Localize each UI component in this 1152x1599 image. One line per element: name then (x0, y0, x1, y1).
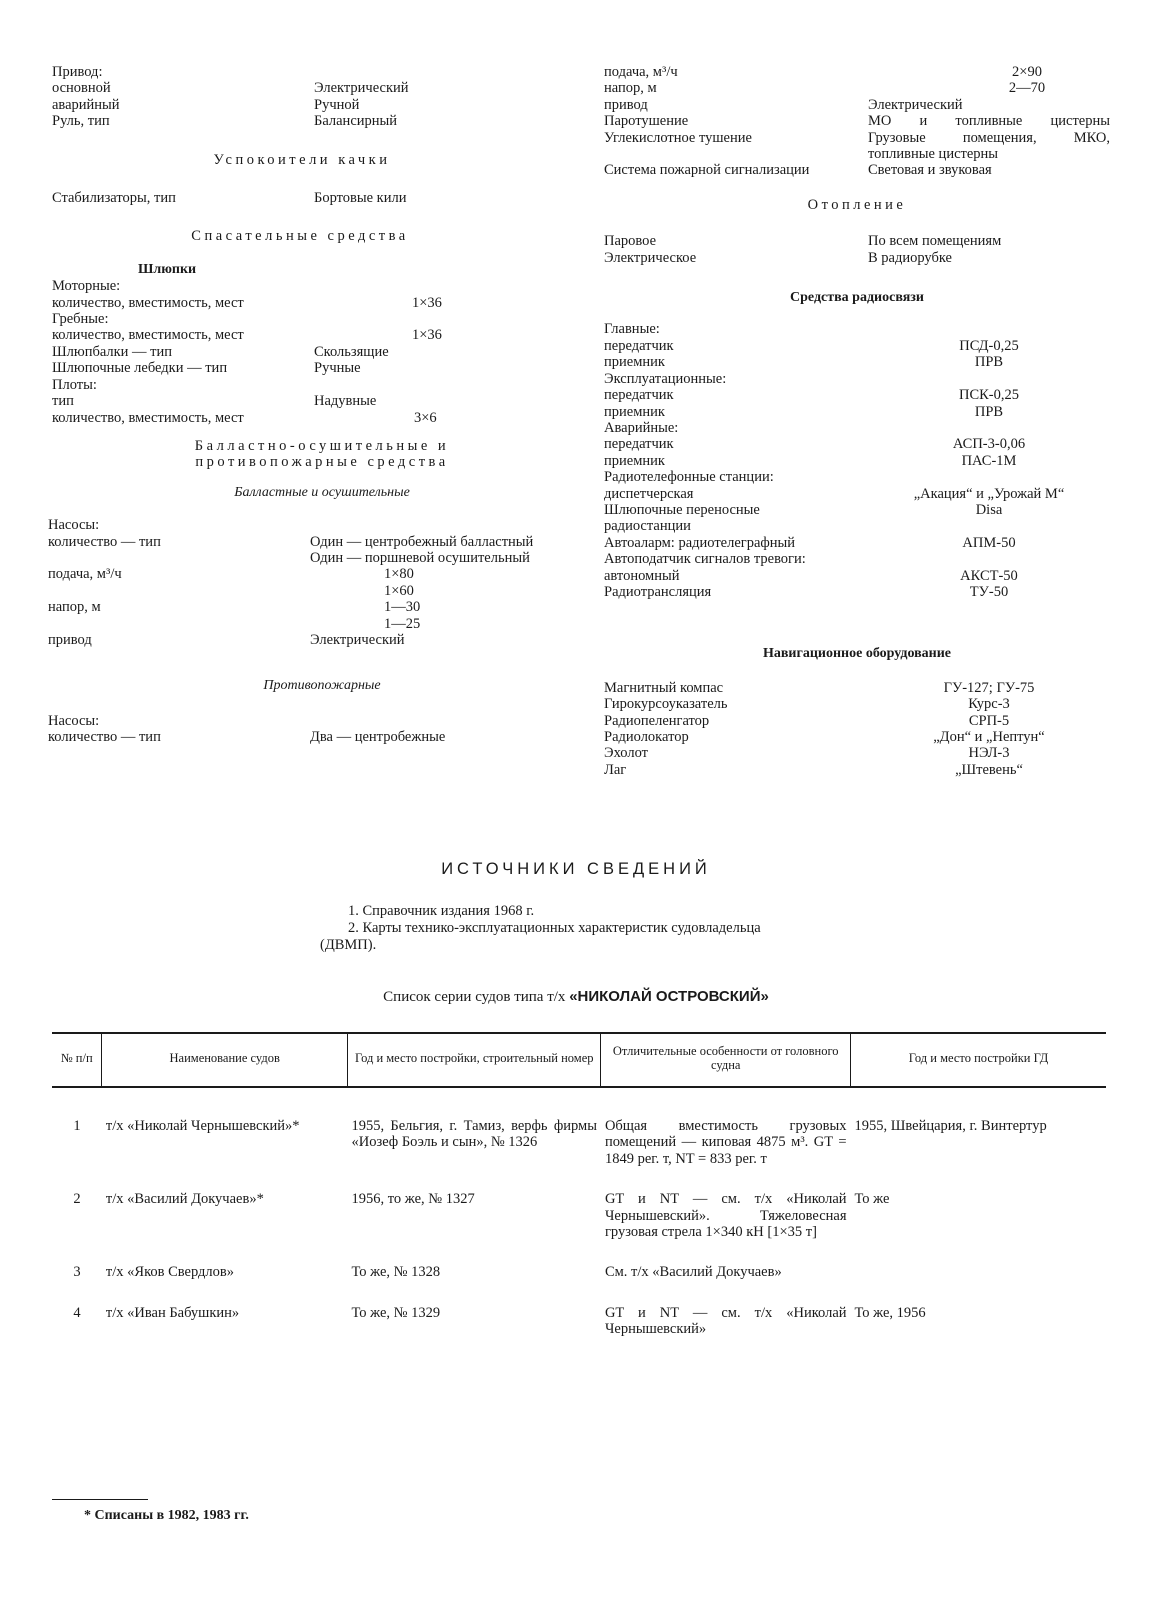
spec-row (48, 632, 552, 648)
spec-label: передатчик (604, 436, 674, 453)
drive-heading: Привод: (52, 64, 103, 80)
spec-label: привод (604, 96, 648, 113)
spec-value: 1×36 (412, 327, 442, 344)
spec-label: основной (52, 80, 111, 97)
spec-row (604, 113, 1110, 129)
spec-label: Радиопеленгатор (604, 712, 710, 729)
spec-value: Электрический (314, 80, 409, 97)
spec-label: Руль, тип (52, 113, 110, 130)
spec-label: количество — тип (48, 729, 161, 746)
table-row (52, 1087, 1106, 1191)
spec-value: МО и топливные цистерны (868, 113, 1110, 130)
spec-label: привод (48, 631, 92, 648)
spec-label: приемник (604, 452, 665, 469)
spec-label: напор, м (48, 599, 101, 616)
spec-label: автономный (604, 567, 680, 584)
section-title-heating: Отопление (807, 196, 907, 213)
spec-label: Радиолокатор (604, 729, 689, 745)
spec-label: количество, вместимость, мест (52, 409, 244, 426)
spec-label: Система пожарной сигнализации (604, 162, 810, 179)
spec-row (52, 97, 552, 113)
section-title-stabilizers: Успокоители качки (213, 151, 391, 168)
spec-value: 2×90 (1012, 64, 1042, 80)
spec-value: 2—70 (1008, 80, 1046, 97)
spec-row (52, 410, 552, 426)
spec-label: Шлюпочные переносные радиостанции (604, 501, 760, 535)
spec-label: диспетчерская (604, 485, 694, 502)
table-cell: 1 (73, 1118, 81, 1134)
spec-label (48, 550, 310, 566)
source-item: 2. Карты технико-эксплуатационных характеристик судовладельца (ДВМП). (320, 920, 761, 953)
column-header: № п/п (52, 1033, 102, 1087)
sources-list (320, 903, 810, 954)
spec-label: Шлюпбалки — тип (52, 343, 173, 360)
spec-value: СРП-5 (968, 712, 1010, 729)
subsection-title-fire: Противопожарные (263, 678, 381, 694)
table-cell: т/х «Василий Докучаев»* (105, 1191, 264, 1208)
subsection-title-ballast: Балластные и осушительные (234, 484, 410, 500)
table-cell: То же (854, 1191, 890, 1208)
spec-value: ПСК-0,25 (958, 387, 1020, 404)
spec-label (48, 583, 384, 599)
table-cell: 2 (73, 1191, 81, 1208)
spec-value: Балансирный (314, 113, 398, 130)
spec-row (604, 486, 1110, 502)
spec-value: Скользящие (314, 343, 389, 360)
spec-row (52, 360, 552, 376)
section-title-radio: Средства радиосвязи (790, 290, 924, 306)
table-cell: т/х «Иван Бабушкин» (105, 1304, 240, 1321)
sources-heading: ИСТОЧНИКИ СВЕДЕНИЙ (441, 860, 711, 878)
table-cell: т/х «Яков Свердлов» (105, 1264, 234, 1281)
spec-row (604, 64, 1110, 80)
radio-main-heading: Главные: (604, 321, 660, 338)
spec-label: Паротушение (604, 113, 689, 130)
spec-row (604, 404, 1110, 420)
table-cell: 1956, то же, № 1327 (351, 1191, 475, 1208)
subsection-title-boats: Шлюпки (138, 261, 197, 277)
spec-row (604, 745, 1110, 761)
table-cell: То же, № 1329 (351, 1304, 441, 1321)
spec-label: количество — тип (48, 533, 161, 550)
spec-label: подача, м³/ч (604, 64, 678, 80)
spec-value: 1×80 (384, 566, 414, 583)
spec-value: 1×60 (384, 582, 414, 599)
pumps-heading: Насосы: (48, 517, 100, 534)
spec-row (48, 583, 552, 599)
spec-value: Один — центробежный балластный (310, 533, 534, 550)
spec-value: Курс-3 (968, 696, 1010, 713)
spec-value: Два — центробежные (310, 729, 446, 746)
left-column (48, 64, 552, 746)
column-header: Год и место постройки ГД (851, 1033, 1106, 1087)
table-cell: 1955, Бельгия, г. Тамиз, верфь фирмы «Иозеф Боэль и сын», № 1326 (351, 1118, 597, 1151)
spec-row (604, 338, 1110, 354)
spec-value: 1—30 (384, 599, 421, 616)
spec-row (604, 680, 1110, 696)
spec-row (604, 80, 1110, 96)
spec-row (604, 502, 1110, 535)
spec-label: аварийный (52, 96, 120, 113)
spec-label: передатчик (604, 337, 674, 354)
spec-row (604, 97, 1110, 113)
right-column (604, 64, 1110, 778)
spec-label: передатчик (604, 387, 674, 404)
spec-value: АСП-3-0,06 (952, 436, 1026, 453)
spec-row (604, 387, 1110, 403)
spec-label: Эхолот (604, 745, 648, 762)
table-cell (851, 1264, 1106, 1304)
table-row (52, 1264, 1106, 1304)
radiotelephone-heading: Радиотелефонные станции: (604, 469, 774, 486)
spec-label: Стабилизаторы, тип (52, 190, 176, 207)
spec-row (48, 729, 552, 745)
column-header: Наименование судов (102, 1033, 348, 1087)
table-cell: 3 (73, 1264, 81, 1281)
column-header: Год и место постройки, строительный номер (348, 1033, 601, 1087)
fire-pumps-heading: Насосы: (48, 712, 100, 729)
spec-label: Радиотрансляция (604, 583, 712, 600)
spec-value: „Дон“ и „Нептун“ (933, 729, 1045, 745)
table-cell: См. т/х «Василий Докучаев» (604, 1264, 782, 1281)
spec-value: Грузовые помещения, МКО, топливные цистерны (868, 129, 1110, 163)
spec-row (604, 250, 1110, 266)
spec-label: Магнитный компас (604, 679, 724, 696)
section-title-ballast-1: Балластно-осушительные и (194, 437, 450, 454)
ship-list-title (0, 988, 1152, 1006)
spec-value: ТУ-50 (969, 583, 1009, 600)
table-cell: То же, № 1328 (351, 1264, 441, 1281)
spec-row (604, 535, 1110, 551)
spec-label: Электрическое (604, 249, 697, 266)
table-cell: 4 (73, 1304, 81, 1321)
spec-label: Углекислотное тушение (604, 129, 752, 146)
radio-emerg-heading: Аварийные: (604, 419, 679, 436)
spec-value: По всем помещениям (868, 233, 1002, 250)
spec-row (48, 534, 552, 550)
section-title-ballast-2: противопожарные средства (195, 454, 449, 471)
spec-value: ПРВ (974, 403, 1004, 420)
table-cell: Общая вместимость грузовых помещений — киповая 4875 м³. GT = 1849 рег. т, NT = 833 рег. т (604, 1118, 847, 1167)
spec-row (52, 190, 552, 206)
table-cell: GT и NT — см. т/х «Николай Чернышевский». Тяжеловесная грузовая стрела 1×340 кН [1×35 т] (604, 1191, 847, 1241)
spec-value: Электрический (868, 96, 963, 113)
spec-row (48, 566, 552, 582)
rafts-heading: Плоты: (52, 376, 97, 393)
spec-label: приемник (604, 354, 665, 371)
spec-row (604, 233, 1110, 249)
spec-value: Ручной (314, 96, 360, 113)
table-row (52, 1191, 1106, 1264)
ship-list-title-name: «НИКОЛАЙ ОСТРОВСКИЙ» (569, 988, 769, 1005)
spec-row (52, 327, 552, 343)
spec-value: АПМ-50 (962, 534, 1016, 551)
spec-value: НЭЛ-3 (968, 745, 1010, 762)
spec-row (604, 436, 1110, 452)
spec-row (604, 584, 1110, 600)
spec-value: 1×36 (412, 294, 442, 311)
ship-list-title-prefix: Список серии судов типа т/х (383, 989, 566, 1005)
spec-value: „Акация“ и „Урожай М“ (913, 485, 1065, 502)
spec-value: АКСТ-50 (960, 567, 1018, 584)
spec-label: подача, м³/ч (48, 566, 122, 583)
spec-label: напор, м (604, 80, 657, 97)
spec-row (604, 713, 1110, 729)
spec-value: ПСД-0,25 (959, 337, 1019, 354)
spec-row (52, 393, 552, 409)
spec-value: 3×6 (414, 409, 437, 426)
spec-row (52, 80, 552, 96)
spec-row (604, 162, 1110, 178)
spec-row (48, 550, 552, 566)
ship-series-table (52, 1032, 1106, 1362)
column-header: Отличительные особенности от головного судна (601, 1033, 851, 1087)
table-cell: GT и NT — см. т/х «Николай Чернышевский» (604, 1304, 847, 1338)
table-header-row (52, 1033, 1106, 1087)
table-cell: 1955, Швейцария, г. Винтертур (854, 1118, 1047, 1134)
spec-row (52, 113, 552, 129)
footnote-rule (52, 1499, 148, 1500)
spec-label: приемник (604, 403, 665, 420)
footnote: * Списаны в 1982, 1983 гг. (84, 1508, 249, 1523)
spec-row (604, 762, 1110, 778)
spec-value: Ручные (314, 360, 361, 377)
spec-value: ПАС-1М (961, 452, 1017, 469)
spec-row (604, 696, 1110, 712)
spec-value: Электрический (310, 631, 405, 648)
section-title-lifesaving: Спасательные средства (191, 228, 409, 245)
table-cell: т/х «Николай Чернышевский»* (105, 1118, 300, 1134)
spec-row (52, 344, 552, 360)
spec-value: ГУ-127; ГУ-75 (943, 679, 1035, 696)
spec-label: Паровое (604, 233, 657, 250)
spec-row (604, 130, 1110, 163)
spec-row (604, 729, 1110, 745)
spec-value: В радиорубке (868, 249, 952, 266)
spec-label (48, 616, 384, 632)
spec-row (604, 568, 1110, 584)
spec-label: Лаг (604, 761, 627, 778)
spec-row (52, 295, 552, 311)
spec-row (48, 616, 552, 632)
spec-label: тип (52, 393, 74, 410)
spec-value: Надувные (314, 393, 377, 410)
spec-value: Бортовые кили (314, 190, 407, 207)
spec-value: Один — поршневой осушительный (310, 549, 530, 566)
spec-row (604, 453, 1110, 469)
spec-row (604, 354, 1110, 370)
autosender-heading: Автоподатчик сигналов тревоги: (604, 551, 806, 568)
rowing-heading: Гребные: (52, 311, 109, 328)
spec-label: количество, вместимость, мест (52, 327, 244, 344)
spec-label: Шлюпочные лебедки — тип (52, 360, 228, 377)
spec-value: ПРВ (974, 354, 1004, 371)
spec-label: Гирокурсоуказатель (604, 696, 728, 713)
spec-row (48, 599, 552, 615)
spec-value: „Штевень“ (955, 761, 1023, 778)
radio-oper-heading: Эксплуатационные: (604, 370, 727, 387)
section-title-navigation: Навигационное оборудование (762, 646, 952, 662)
spec-value: 1—25 (384, 615, 421, 632)
table-cell: То же, 1956 (854, 1304, 926, 1321)
spec-value: Disa (975, 501, 1003, 518)
table-row (52, 1305, 1106, 1362)
source-item: 1. Справочник издания 1968 г. (348, 903, 535, 919)
spec-label: Автоаларм: радиотелеграфный (604, 534, 796, 551)
spec-label: количество, вместимость, мест (52, 294, 244, 311)
motor-heading: Моторные: (52, 278, 121, 295)
spec-value: Световая и звуковая (868, 162, 992, 179)
